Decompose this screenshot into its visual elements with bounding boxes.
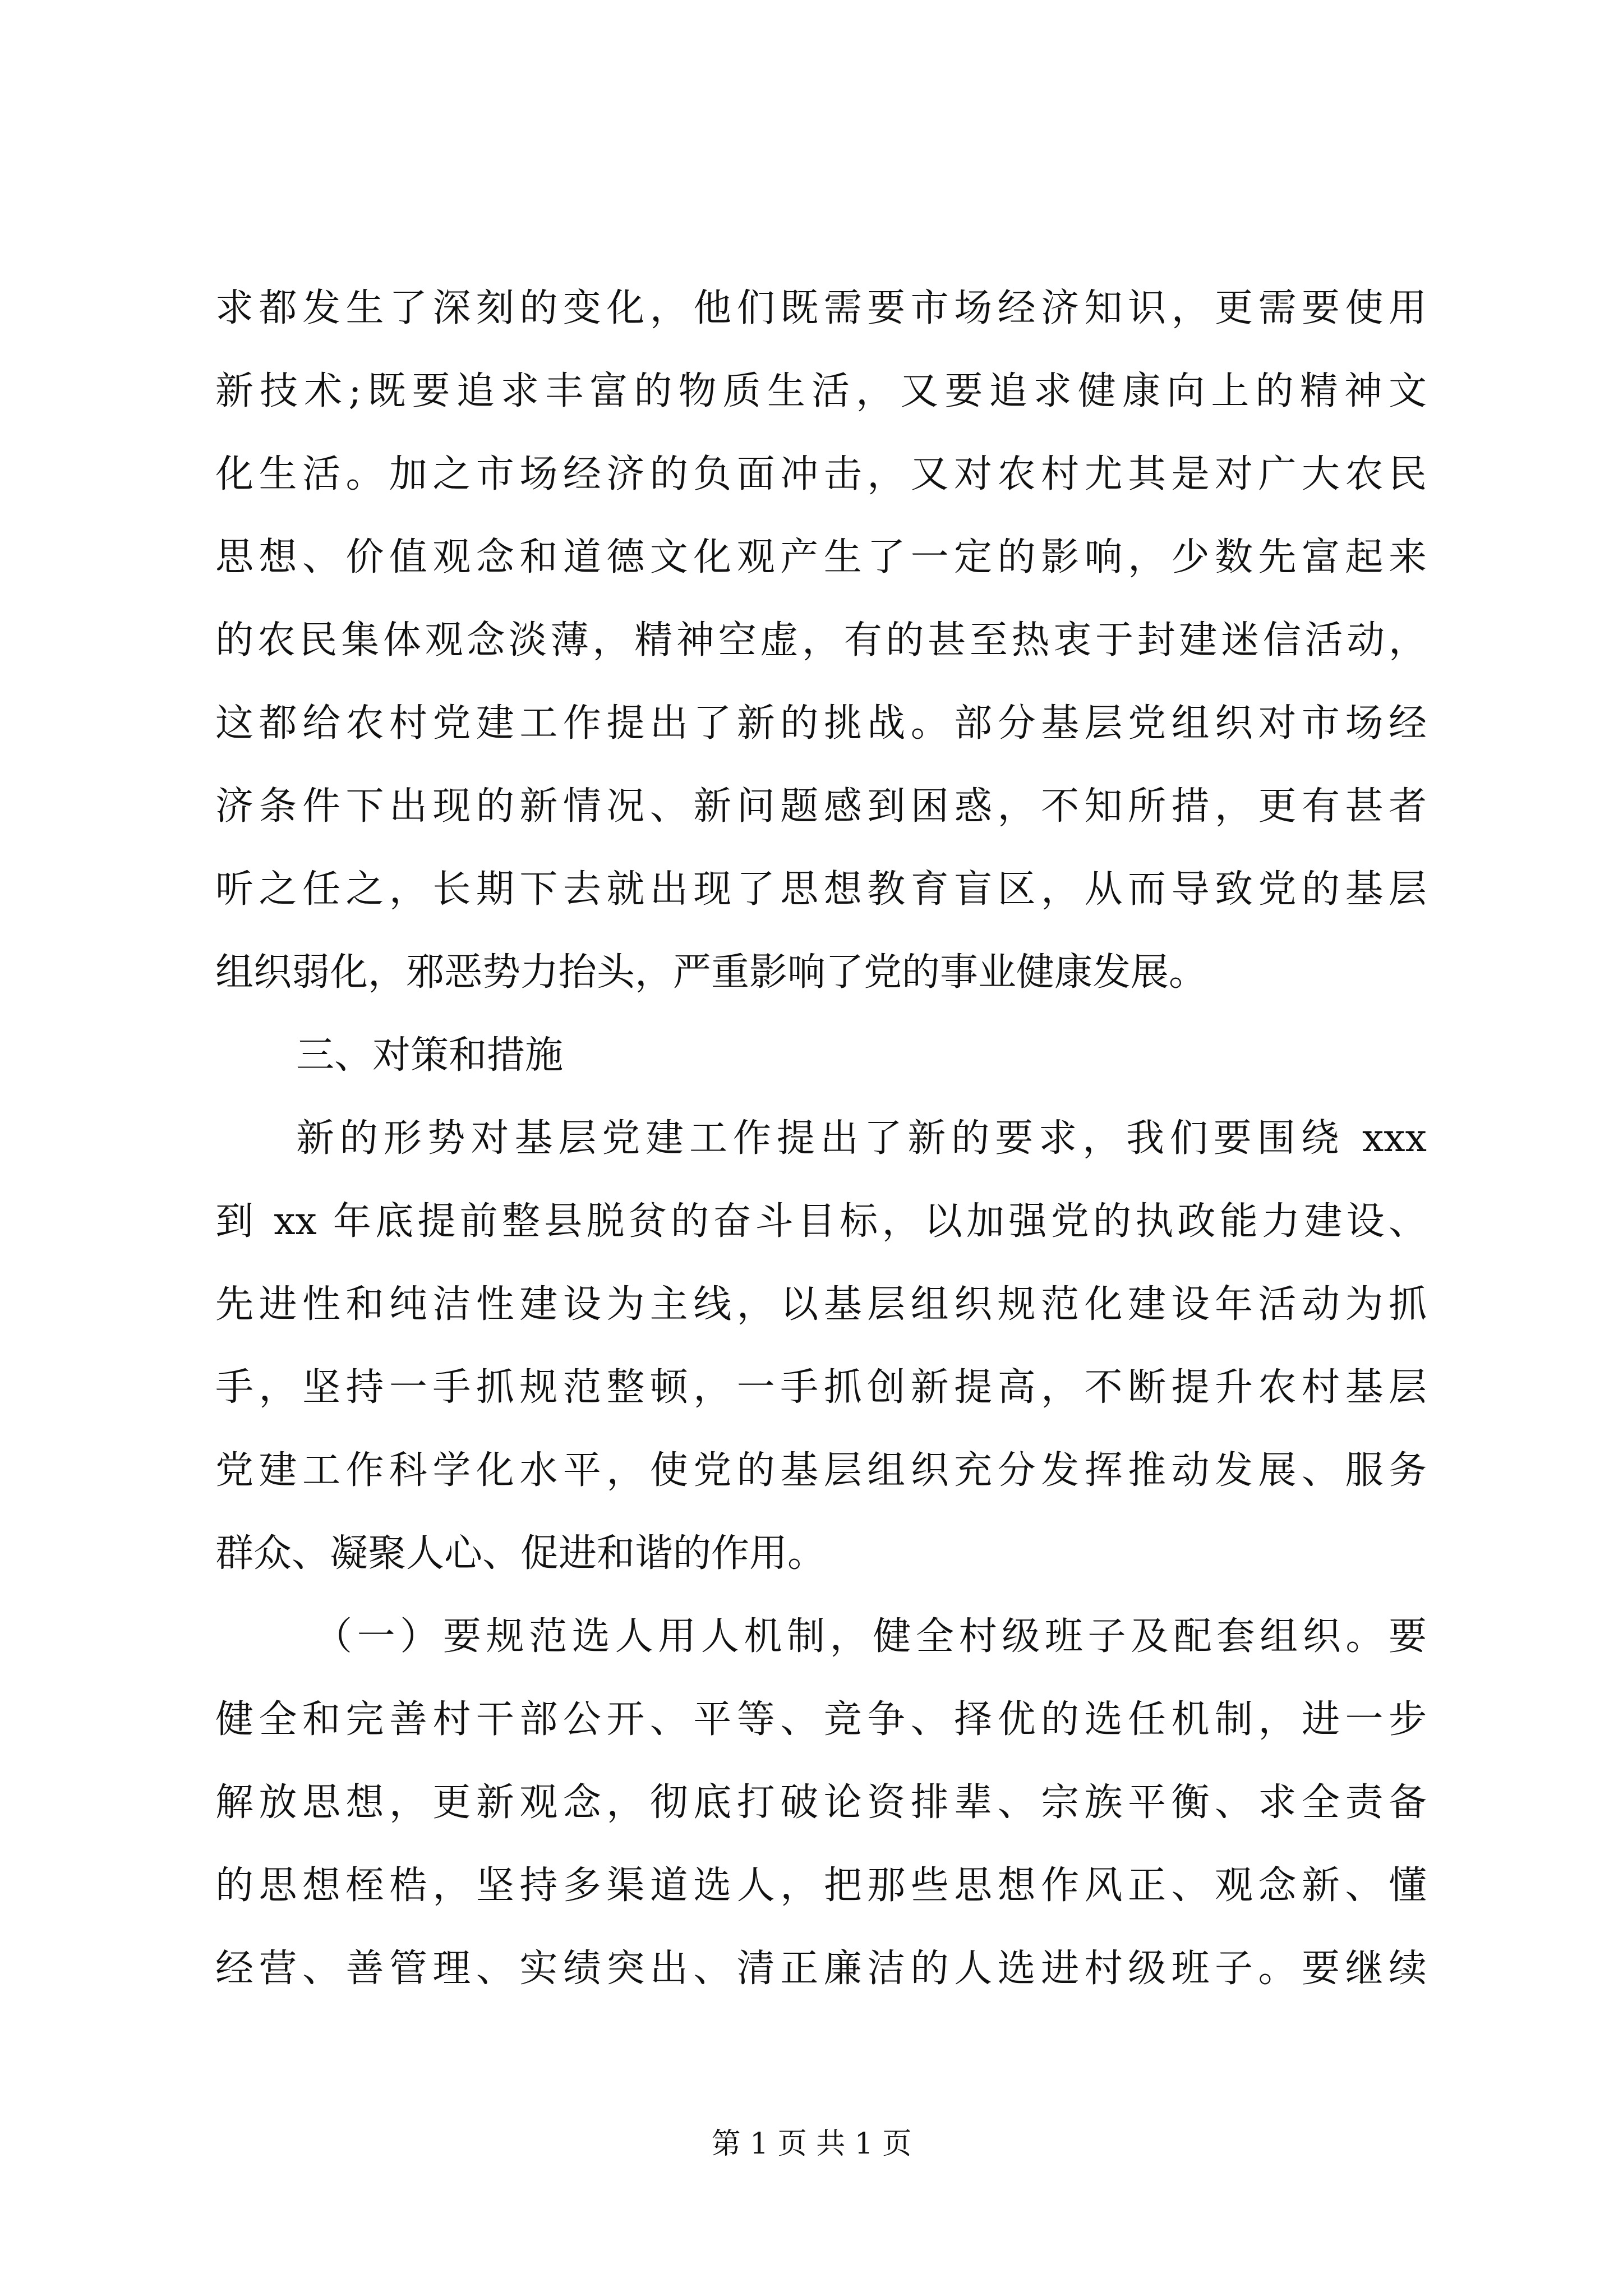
text-line: 思想、价值观念和道德文化观产生了一定的影响，少数先富起来 [215, 535, 1427, 579]
section-heading: 三、对策和措施 [296, 1033, 564, 1078]
text-line: 求都发生了深刻的变化，他们既需要市场经济知识，更需要使用 [215, 286, 1427, 330]
text-line: 听之任之，长期下去就出现了思想教育盲区，从而导致党的基层 [215, 867, 1427, 912]
text-line: 新的形势对基层党建工作提出了新的要求，我们要围绕 xxx [296, 1116, 1427, 1161]
text-line: 组织弱化，邪恶势力抬头，严重影响了党的事业健康发展。 [215, 950, 1207, 995]
text-line: 的思想桎梏，坚持多渠道选人，把那些思想作风正、观念新、懂 [215, 1864, 1427, 1908]
text-line: 解放思想，更新观念，彻底打破论资排辈、宗族平衡、求全责备 [215, 1780, 1427, 1825]
text-line: 新技术;既要追求丰富的物质生活，又要追求健康向上的精神文 [215, 369, 1427, 413]
text-line: 的农民集体观念淡薄，精神空虚，有的甚至热衷于封建迷信活动， [215, 618, 1427, 662]
text-line: 经营、善管理、实绩突出、清正廉洁的人选进村级班子。要继续 [215, 1947, 1427, 1991]
text-line: 化生活。加之市场经济的负面冲击，又对农村尤其是对广大农民 [215, 452, 1427, 496]
text-line: 济条件下出现的新情况、新问题感到困惑，不知所措，更有甚者 [215, 784, 1427, 829]
text-line: 党建工作科学化水平，使党的基层组织充分发挥推动发展、服务 [215, 1448, 1427, 1493]
text-line: 群众、凝聚人心、促进和谐的作用。 [215, 1531, 826, 1576]
text-line: 健全和完善村干部公开、平等、竞争、择优的选任机制，进一步 [215, 1697, 1427, 1742]
text-line: 先进性和纯洁性建设为主线，以基层组织规范化建设年活动为抓 [215, 1282, 1427, 1327]
text-line: （一）要规范选人用人机制，健全村级班子及配套组织。要 [314, 1614, 1427, 1659]
text-line: 手，坚持一手抓规范整顿，一手抓创新提高，不断提升农村基层 [215, 1365, 1427, 1410]
page-footer: 第 1 页 共 1 页 [711, 2127, 912, 2161]
text-line: 这都给农村党建工作提出了新的挑战。部分基层党组织对市场经 [215, 701, 1427, 746]
text-line: 到 xx 年底提前整县脱贫的奋斗目标，以加强党的执政能力建设、 [215, 1199, 1427, 1244]
